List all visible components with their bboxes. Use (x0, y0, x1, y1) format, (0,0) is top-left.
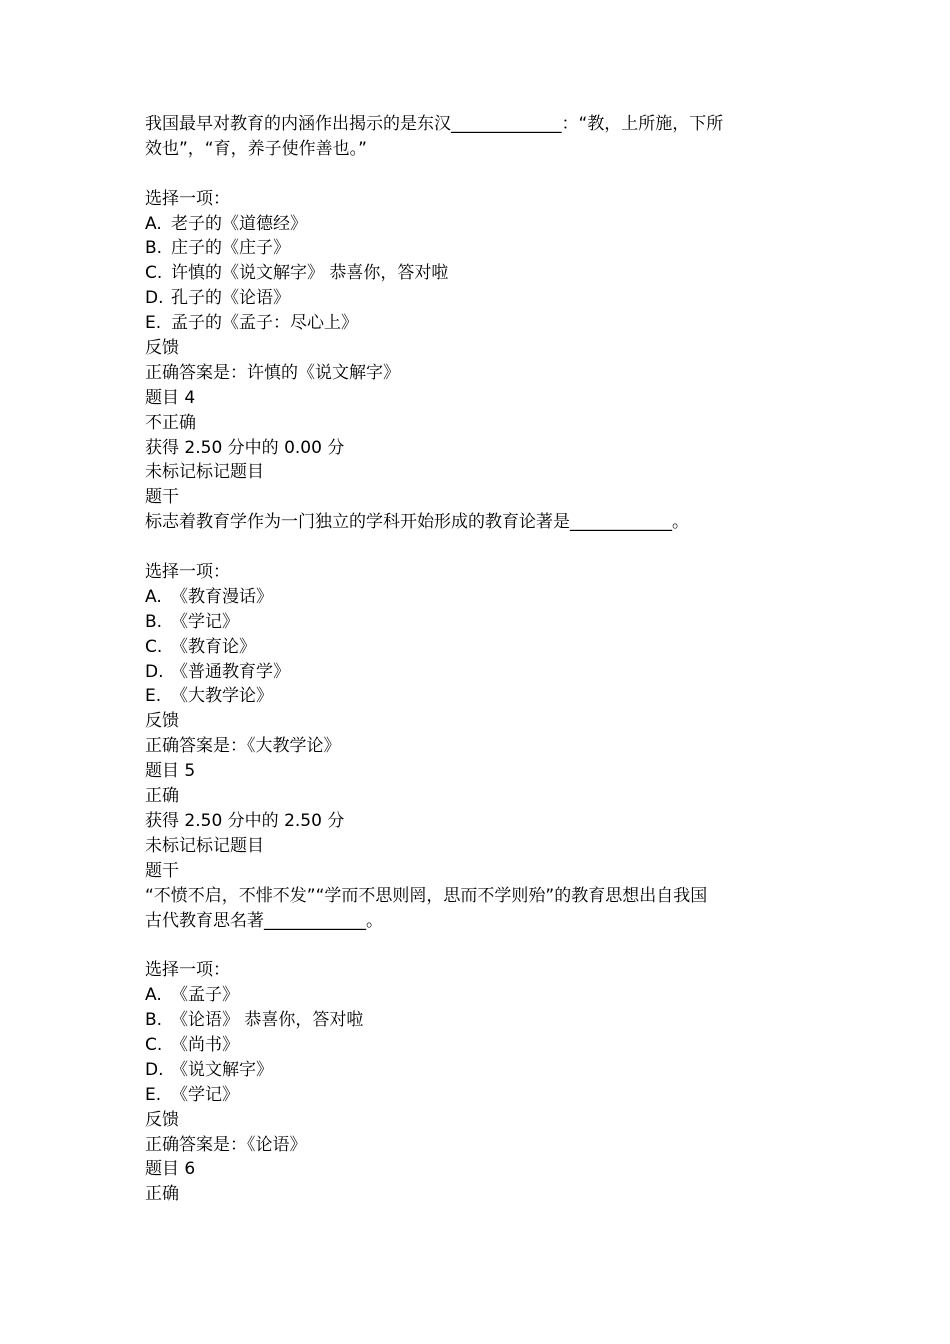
q3-option-c (145, 261, 810, 286)
q4-option-d[interactable] (145, 660, 810, 685)
q6-status: 正确 (145, 1184, 179, 1205)
option-letter: D. (145, 288, 164, 309)
option-text: 《说文解字》 (171, 1059, 273, 1080)
option-letter: A. (145, 586, 162, 607)
q4-choose-label: 选择一项： (145, 562, 230, 583)
option-letter: A. (145, 213, 162, 234)
spacer (145, 535, 810, 560)
option-letter: E. (145, 313, 162, 334)
option-text: 许慎的《说文解字》 恭喜你，答对啦 (171, 263, 449, 284)
option-letter: E. (145, 1084, 162, 1105)
option-letter: E. (145, 686, 162, 707)
q3-correct-answer: 正确答案是：许慎的《说文解字》 (145, 362, 400, 383)
q6-title: 题目 6 (145, 1159, 196, 1180)
q4-feedback-label: 反馈 (145, 711, 179, 732)
option-text: 《教育论》 (171, 636, 256, 657)
q5-stem-label: 题干 (145, 860, 179, 881)
option-text: 《大教学论》 (171, 686, 273, 707)
q3-stem-line-1: 我国最早对教育的内涵作出揭示的是东汉_____________：“教，上所施，下所 (145, 114, 724, 134)
q5-option-e[interactable] (145, 1083, 810, 1108)
option-text: 庄子的《庄子》 (171, 238, 290, 259)
option-letter: C. (145, 1034, 163, 1055)
q5-choose-label: 选择一项： (145, 960, 230, 981)
q4-option-e[interactable] (145, 684, 810, 709)
q5-feedback-label: 反馈 (145, 1109, 179, 1130)
q5-title: 题目 5 (145, 761, 196, 782)
option-text: 《普通教育学》 (171, 661, 290, 682)
spacer (145, 162, 810, 187)
q3-option-a (145, 212, 810, 237)
option-text: 《论语》 恭喜你，答对啦 (171, 1010, 364, 1031)
q5-score: 获得 2.50 分中的 2.50 分 (145, 810, 345, 831)
q4-title: 题目 4 (145, 387, 196, 408)
q4-correct-answer: 正确答案是：《大教学论》 (145, 736, 341, 757)
q4-stem-label: 题干 (145, 487, 179, 508)
option-text: 孟子的《孟子：尽心上》 (171, 313, 358, 334)
q5-option-a[interactable] (145, 983, 810, 1008)
option-letter: A. (145, 985, 162, 1006)
q4-option-b[interactable] (145, 610, 810, 635)
option-letter: D. (145, 661, 164, 682)
option-text: 老子的《道德经》 (171, 213, 307, 234)
option-letter: D. (145, 1059, 164, 1080)
document-page (145, 112, 810, 1207)
q5-correct-answer: 正确答案是：《论语》 (145, 1134, 307, 1155)
option-text: 孔子的《论语》 (171, 288, 290, 309)
q3-option-b (145, 236, 810, 261)
q3-option-e (145, 311, 810, 336)
option-letter: B. (145, 238, 163, 259)
q5-flag-question[interactable]: 未标记标记题目 (145, 835, 264, 856)
q3-stem-line-2: 效也”，“育，养子使作善也。” (145, 138, 367, 159)
option-text: 《教育漫话》 (171, 586, 273, 607)
q5-stem-line-2: 古代教育思名著____________。 (145, 910, 383, 931)
q5-option-d[interactable] (145, 1058, 810, 1083)
q4-status: 不正确 (145, 412, 196, 433)
option-letter: C. (145, 263, 163, 284)
option-letter: B. (145, 1010, 163, 1031)
q5-stem-line-1: “不愤不启，不悱不发”“学而不思则罔，思而不学则殆”的教育思想出自我国 (145, 885, 708, 906)
option-text: 《学记》 (171, 1084, 239, 1105)
q5-option-b[interactable] (145, 1008, 810, 1033)
q4-stem-line-1: 标志着教育学作为一门独立的学科开始形成的教育论著是____________。 (145, 512, 689, 533)
q3-feedback-label: 反馈 (145, 338, 179, 359)
q3-choose-label: 选择一项： (145, 188, 230, 209)
q4-score: 获得 2.50 分中的 0.00 分 (145, 437, 345, 458)
option-letter: C. (145, 636, 163, 657)
spacer (145, 933, 810, 958)
q3-option-d (145, 286, 810, 311)
option-text: 《学记》 (171, 611, 239, 632)
q4-option-a[interactable] (145, 585, 810, 610)
q5-option-c[interactable] (145, 1033, 810, 1058)
q4-flag-question[interactable]: 未标记标记题目 (145, 462, 264, 483)
q5-status: 正确 (145, 786, 179, 807)
q4-option-c[interactable] (145, 635, 810, 660)
option-text: 《尚书》 (171, 1034, 239, 1055)
option-text: 《孟子》 (171, 985, 239, 1006)
option-letter: B. (145, 611, 163, 632)
